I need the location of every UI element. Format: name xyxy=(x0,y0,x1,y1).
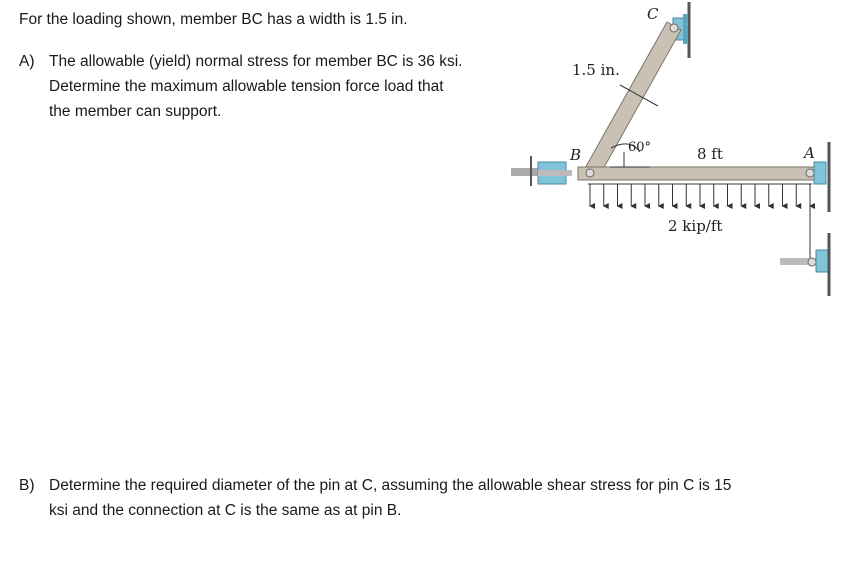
load-label: 2 kip/ft xyxy=(668,217,723,235)
length-label: 8 ft xyxy=(697,145,723,163)
label-c: C xyxy=(647,5,659,23)
part-a-line1: The allowable (yield) normal stress for member BC is 36 ksi. xyxy=(49,53,463,70)
part-a-line2: Determine the maximum allowable tension force load that xyxy=(49,78,444,95)
part-b-label: B) xyxy=(19,477,35,494)
label-b: B xyxy=(570,146,582,164)
lower-support xyxy=(780,185,829,296)
part-a-label: A) xyxy=(19,53,35,70)
label-a: A xyxy=(804,144,815,162)
part-a xyxy=(19,49,519,124)
load-arrows xyxy=(590,184,810,206)
intro-text: For the loading shown, member BC has a width is 1.5 in. xyxy=(19,11,408,28)
angle-label: 60° xyxy=(628,140,652,155)
width-label: 1.5 in. xyxy=(572,61,620,79)
part-a-line3: the member can support. xyxy=(49,103,222,120)
support-a xyxy=(814,142,829,212)
structure-figure xyxy=(500,0,845,310)
part-b xyxy=(19,473,809,523)
support-b xyxy=(511,156,572,186)
part-b-line1: Determine the required diameter of the pin at C, assuming the allowable shear stress for pin C is 15 xyxy=(49,477,732,494)
distributed-load xyxy=(588,184,812,206)
part-b-line2: ksi and the connection at C is the same as at pin B. xyxy=(49,502,402,519)
